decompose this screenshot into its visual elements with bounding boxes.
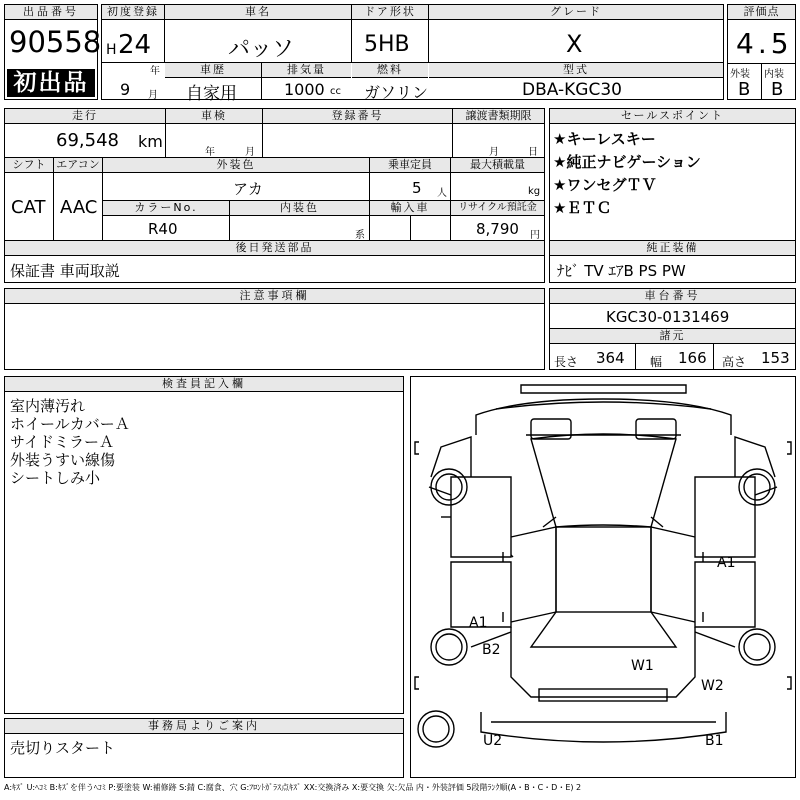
ac-label: エアコン xyxy=(54,158,102,173)
capacity-unit: 人 xyxy=(437,188,447,199)
inspector-box xyxy=(4,376,404,714)
damage-mark: W1 xyxy=(631,658,654,674)
mileage-unit: km xyxy=(138,132,163,151)
inspection-label: 車検 xyxy=(166,109,262,124)
later-parts-label: 後日発送部品 xyxy=(5,241,544,256)
notes-label: 注意事項欄 xyxy=(5,289,544,304)
interior-score-label: 内装 xyxy=(764,69,784,80)
transfer-month-unit: 月 xyxy=(489,147,499,158)
inspector-label: 検査員記入欄 xyxy=(5,377,403,392)
damage-mark: U2 xyxy=(483,733,503,749)
color-no-label: カラーNo. xyxy=(103,201,229,216)
recycle-unit: 円 xyxy=(530,230,540,241)
import-label: 輸入車 xyxy=(370,201,450,216)
grade-label: グレード xyxy=(429,5,723,20)
length-label: 長さ xyxy=(554,355,579,369)
sales-points-label: セールスポイント xyxy=(550,109,795,124)
ac: AAC xyxy=(60,197,98,218)
inspection-month-unit: 月 xyxy=(245,147,255,158)
genuine-equipment-label: 純正装備 xyxy=(550,241,795,256)
sales-point-item: ★キーレスキー xyxy=(553,130,656,148)
recycle-label: リサイクル預託金 xyxy=(451,201,544,216)
door-type: 5HB xyxy=(364,32,410,57)
legend: A:ｷｽﾞ U:ﾍｺﾐ B:ｷｽﾞを伴うﾍｺﾐ P:要塗装 W:補修跡 S:錆 C:腐食、穴 G:ﾌﾛﾝﾄｶﾞﾗｽ点ｷｽﾞ XX:交換済み X:要交換 欠:欠品 内・外装評価 5段階ﾗﾝｸ順(A・B・C・D・E) 2 xyxy=(4,783,582,792)
later-parts: 保証書 車両取説 xyxy=(10,262,120,280)
score-label: 評価点 xyxy=(728,5,795,20)
length: 364 xyxy=(596,349,625,367)
damage-mark: B1 xyxy=(705,733,724,749)
lot-number: 90558 xyxy=(9,25,102,59)
chassis-label: 車台番号 xyxy=(550,289,795,304)
registration-month: 9 xyxy=(120,80,131,99)
sales-point-item: ★ＥＴＣ xyxy=(553,199,612,217)
year-unit: 年 xyxy=(150,66,160,77)
model-label: 型式 xyxy=(429,63,723,78)
exterior-score-label: 外装 xyxy=(730,69,750,80)
sales-point-item: ★純正ナビゲーション xyxy=(553,153,701,171)
mileage-label: 走行 xyxy=(5,109,165,124)
car-name: パッソ xyxy=(228,37,295,62)
notes-box xyxy=(4,288,545,370)
interior-score: B xyxy=(771,79,784,100)
width-label: 幅 xyxy=(650,355,663,369)
registration-year: 24 xyxy=(118,30,152,60)
damage-mark: A1 xyxy=(469,615,488,631)
height: 153 xyxy=(761,349,790,367)
first-listing-badge: 初出品 xyxy=(7,69,95,97)
inspection-year-unit: 年 xyxy=(205,147,215,158)
width: 166 xyxy=(678,349,707,367)
interior-color-label: 内装色 xyxy=(230,201,369,216)
sales-point-item: ★ワンセグＴＶ xyxy=(553,176,657,194)
exterior-score: B xyxy=(738,79,751,100)
mileage: 69,548 xyxy=(56,130,119,151)
height-label: 高さ xyxy=(722,355,747,369)
specs-label: 諸元 xyxy=(550,329,795,344)
grade: X xyxy=(566,30,583,58)
inspector-line: ホイールカバーＡ xyxy=(10,415,130,433)
car-name-label: 車名 xyxy=(165,5,351,20)
door-type-label: ドア形状 xyxy=(352,5,428,20)
inspector-line: シートしみ小 xyxy=(10,469,101,487)
displacement: 1000 xyxy=(284,80,325,99)
capacity-label: 乗車定員 xyxy=(370,158,450,173)
max-load-unit: kg xyxy=(528,186,541,197)
office-note: 売切りスタート xyxy=(10,739,116,757)
car-diagram xyxy=(410,376,796,778)
first-registration-label: 初度登録 xyxy=(102,5,164,20)
history: 自家用 xyxy=(186,84,237,104)
shift-label: シフト xyxy=(5,158,53,173)
shift: CAT xyxy=(11,197,46,218)
history-label: 車歴 xyxy=(165,63,261,78)
inspector-line: 外装うすい線傷 xyxy=(10,451,116,469)
lot-number-box xyxy=(4,4,102,100)
month-unit: 月 xyxy=(148,90,158,101)
inspector-line: 室内薄汚れ xyxy=(10,397,86,415)
score: 4.5 xyxy=(736,27,793,60)
color-no: R40 xyxy=(148,220,178,238)
exterior-color: アカ xyxy=(233,180,263,198)
genuine-equipment: ﾅﾋﾞ TV ｴｱB PS PW xyxy=(557,262,686,280)
damage-mark: W2 xyxy=(701,678,724,694)
fuel-label: 燃料 xyxy=(352,63,428,78)
office-label: 事務局よりご案内 xyxy=(5,719,403,734)
recycle-fee: 8,790 xyxy=(476,220,519,238)
model: DBA-KGC30 xyxy=(522,80,622,100)
interior-color-unit: 系 xyxy=(355,230,365,241)
displacement-label: 排気量 xyxy=(262,63,351,78)
fuel: ガソリン xyxy=(364,83,429,102)
max-load-label: 最大積載量 xyxy=(451,158,544,173)
transfer-label: 譲渡書類期限 xyxy=(453,109,544,124)
damage-mark: A1 xyxy=(717,555,736,571)
plate-label: 登録番号 xyxy=(263,109,452,124)
capacity: 5 xyxy=(412,179,422,197)
era: H xyxy=(106,42,117,58)
chassis-box xyxy=(549,288,796,370)
displacement-unit: cc xyxy=(330,86,341,97)
exterior-color-label: 外装色 xyxy=(103,158,369,173)
score-box xyxy=(727,4,796,100)
transfer-day-unit: 日 xyxy=(528,147,538,158)
chassis-number: KGC30-0131469 xyxy=(606,308,730,326)
damage-mark: B2 xyxy=(482,642,501,658)
inspector-line: サイドミラーＡ xyxy=(10,433,114,451)
office-box xyxy=(4,718,404,778)
lot-number-label: 出品番号 xyxy=(5,5,97,20)
